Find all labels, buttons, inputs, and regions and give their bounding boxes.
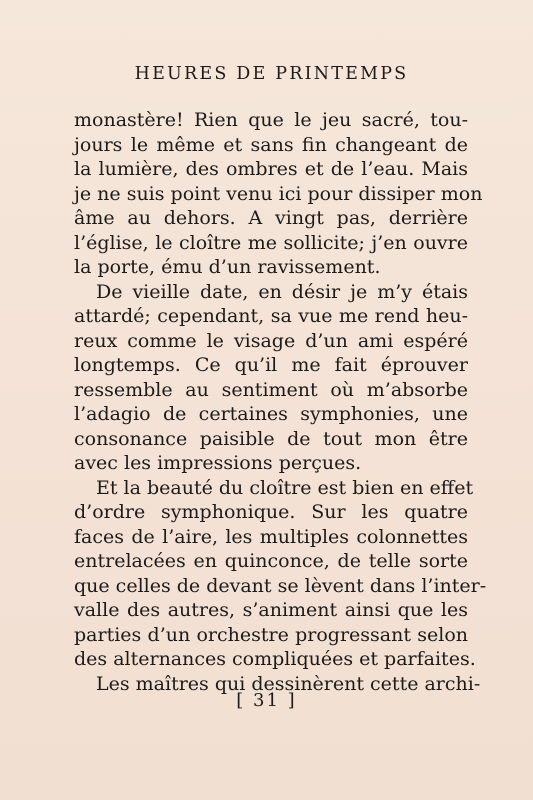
text-line: la lumière, des ombres et de l’eau. Mais <box>74 158 468 180</box>
text-line: avec les impressions perçues. <box>74 452 362 474</box>
text-line: De vieille date, en désir je m’y étais <box>96 280 468 303</box>
text-line: d’ordre symphonique. Sur les quatre <box>74 501 468 523</box>
text-line: consonance paisible de tout mon être <box>74 427 468 450</box>
text-line: ressemble au sentiment où m’absorbe <box>74 378 468 401</box>
text-line: Les maîtres qui dessinèrent cette archi- <box>96 672 481 695</box>
text-line: l’adagio de certaines symphonies, une <box>74 403 468 425</box>
text-line: des alternances compliquées et parfaites. <box>74 648 476 670</box>
text-line: faces de l’aire, les multiples colonnettes <box>74 525 468 548</box>
text-line: longtemps. Ce qu’il me fait éprouver <box>74 354 468 376</box>
running-head: HEURES DE PRINTEMPS <box>134 64 409 84</box>
body-text <box>74 108 487 696</box>
text-line: monastère! Rien que le jeu sacré, tou- <box>74 109 468 131</box>
text-line: âme au dehors. A vingt pas, derrière <box>74 207 468 229</box>
text-line: la porte, ému d’un ravissement. <box>74 256 381 278</box>
text-line: l’église, le cloître me sollicite; j’en ouvre <box>74 231 468 254</box>
text-line: attardé; cependant, sa vue me rend heu- <box>74 305 468 327</box>
text-line: que celles de devant se lèvent dans l’inter- <box>74 574 487 597</box>
text-line: reux comme le visage d’un ami espéré <box>74 329 468 352</box>
page-number: [ 31 ] <box>236 690 297 711</box>
text-line: je ne suis point venu ici pour dissiper mon <box>74 182 483 205</box>
text-line: jours le même et sans fin changeant de <box>74 133 468 156</box>
text-line: parties d’un orchestre progressant selon <box>74 623 468 646</box>
text-line: Et la beauté du cloître est bien en effet <box>96 476 474 499</box>
text-line: valle des autres, s’animent ainsi que les <box>74 599 468 621</box>
text-line: entrelacées en quinconce, de telle sorte <box>74 550 468 572</box>
